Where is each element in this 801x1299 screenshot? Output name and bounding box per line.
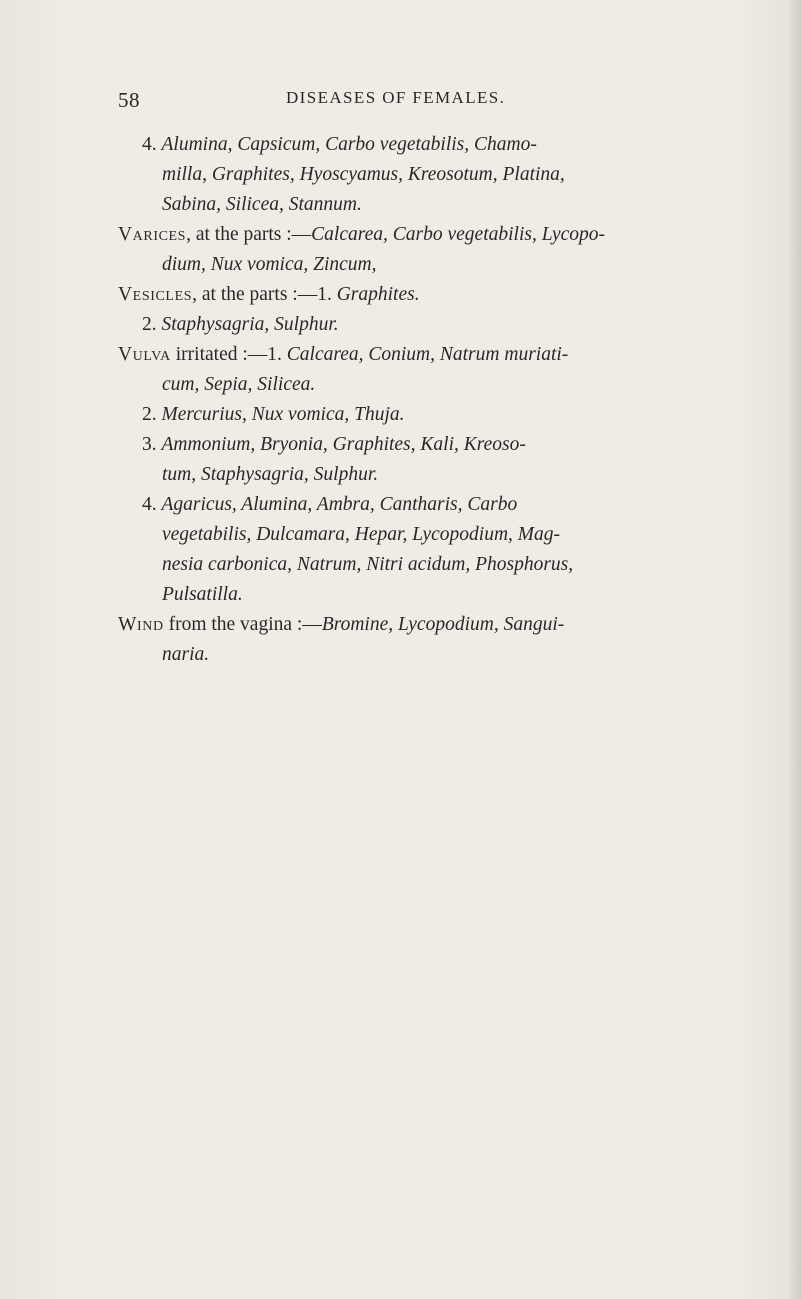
entry-vulva [118,340,718,370]
remedy-names: tum, Staphysagria, Sulphur. [162,464,379,485]
remedy-names: nesia carbonica, Natrum, Nitri acidum, Phosphorus, [162,554,574,575]
remedy-names: Agaricus, Alumina, Ambra, Cantharis, Carbo [161,494,518,515]
text-line [118,190,718,220]
remedy-names: Pulsatilla. [162,584,243,605]
text-line [118,430,718,460]
text-line [118,250,718,280]
text-line [118,400,718,430]
text-line [118,160,718,190]
entry-connector: from the vagina :— [163,614,322,635]
text-line [118,460,718,490]
entry-heading: Vulva [118,344,171,365]
remedy-names: milla, Graphites, Hyoscyamus, Kreosotum, Platina, [162,164,565,185]
page-edge-shadow [787,0,801,1299]
entry-heading: Varices [118,224,187,245]
page-number: 58 [118,88,140,112]
remedy-names: Calcarea, Conium, Natrum muriati- [286,344,569,365]
list-number: 4. [142,494,157,515]
remedy-names: Sabina, Silicea, Stannum. [162,194,362,215]
remedy-names: Mercurius, Nux vomica, Thuja. [161,404,405,425]
text-line [118,550,718,580]
entry-vesicles [118,280,718,310]
text-line [118,520,718,550]
entry-varices [118,220,718,250]
running-head: DISEASES OF FEMALES. [286,88,506,107]
remedy-names: Staphysagria, Sulphur. [161,314,339,335]
page-header [118,88,708,118]
remedy-names: cum, Sepia, Silicea. [162,374,316,395]
text-line [118,130,718,160]
remedy-names: dium, Nux vomica, Zincum, [162,254,377,275]
entry-heading: Wind [118,614,164,635]
remedy-names: vegetabilis, Dulcamara, Hepar, Lycopodium, Mag- [162,524,561,545]
remedy-names: naria. [162,644,210,665]
entry-heading: Vesicles [118,284,193,305]
entry-connector: irritated :—1. [170,344,287,365]
text-line [118,490,718,520]
remedy-names: Bromine, Lycopodium, Sangui- [321,614,565,635]
list-number: 2. [142,404,157,425]
text-line [118,310,718,340]
remedy-names: Calcarea, Carbo vegetabilis, Lycopo- [311,224,606,245]
remedy-list [118,130,718,670]
list-number: 4. [142,134,157,155]
remedy-names: Ammonium, Bryonia, Graphites, Kali, Kreoso- [161,434,526,455]
list-number: 3. [142,434,157,455]
entry-connector: , at the parts :—1. [192,284,337,305]
remedy-names: Alumina, Capsicum, Carbo vegetabilis, Chamo- [161,134,537,155]
list-number: 2. [142,314,157,335]
entry-connector: , at the parts :— [186,224,312,245]
text-line [118,580,718,610]
entry-wind [118,610,718,640]
remedy-names: Graphites. [336,284,420,305]
text-line [118,640,718,670]
text-line [118,370,718,400]
